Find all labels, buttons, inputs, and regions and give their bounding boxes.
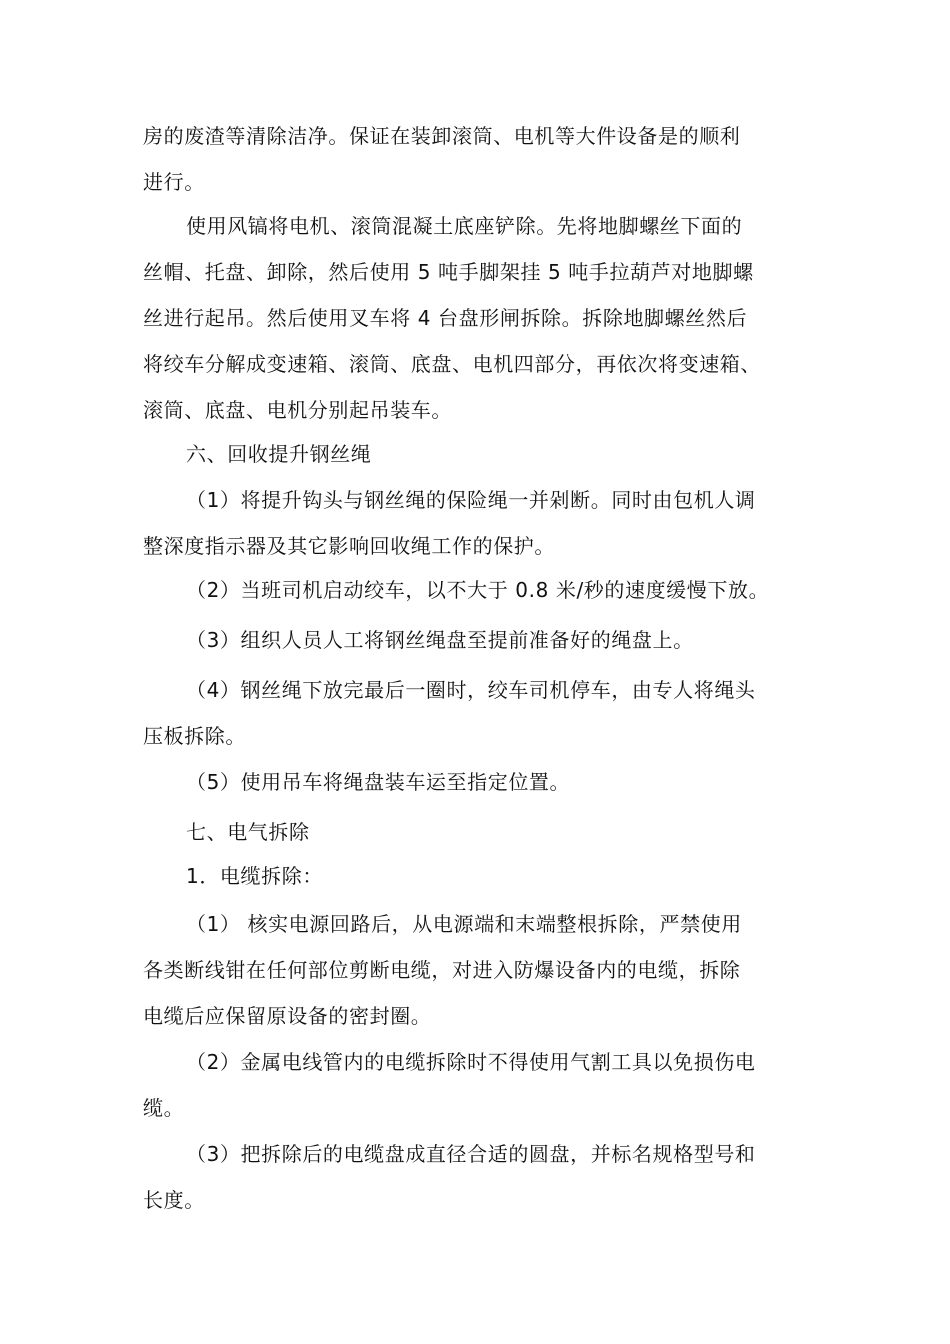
text-line: 电缆后应保留原设备的密封圈。	[143, 1004, 432, 1028]
text-line: （2）当班司机启动绞车，以不大于 0.8 米/秒的速度缓慢下放。	[186, 578, 770, 602]
text-line: 丝帽、托盘、卸除，然后使用 5 吨手脚架挂 5 吨手拉葫芦对地脚螺	[143, 260, 754, 284]
text-line: 房的废渣等清除洁净。保证在装卸滚筒、电机等大件设备是的顺利	[143, 124, 741, 148]
text-line: （5）使用吊车将绳盘装车运至指定位置。	[186, 770, 571, 794]
text-line: 进行。	[143, 170, 205, 194]
section-heading: 六、回收提升钢丝绳	[186, 442, 372, 466]
text-line: 滚筒、底盘、电机分别起吊装车。	[143, 398, 452, 422]
text-line: （2）金属电线管内的电缆拆除时不得使用气割工具以免损伤电	[186, 1050, 756, 1074]
text-line: （3）组织人员人工将钢丝绳盘至提前准备好的绳盘上。	[186, 628, 694, 652]
text-line: 使用风镐将电机、滚筒混凝土底座铲除。先将地脚螺丝下面的	[186, 214, 743, 238]
text-line: （1） 核实电源回路后，从电源端和末端整根拆除，严禁使用	[186, 912, 742, 936]
text-line: （1）将提升钩头与钢丝绳的保险绳一并剁断。同时由包机人调	[186, 488, 756, 512]
subsection-heading: 1．电缆拆除：	[186, 864, 323, 888]
text-line: 丝进行起吊。然后使用叉车将 4 台盘形闸拆除。拆除地脚螺丝然后	[143, 306, 748, 330]
text-line: （4）钢丝绳下放完最后一圈时，绞车司机停车，由专人将绳头	[186, 678, 756, 702]
text-line: 各类断线钳在任何部位剪断电缆，对进入防爆设备内的电缆，拆除	[143, 958, 741, 982]
text-line: 将绞车分解成变速箱、滚筒、底盘、电机四部分，再依次将变速箱、	[143, 352, 761, 376]
section-heading: 七、电气拆除	[186, 820, 310, 844]
text-line: 整深度指示器及其它影响回收绳工作的保护。	[143, 534, 555, 558]
text-line: 长度。	[143, 1188, 205, 1212]
text-line: （3）把拆除后的电缆盘成直径合适的圆盘，并标名规格型号和	[186, 1142, 756, 1166]
text-line: 缆。	[143, 1096, 185, 1120]
text-line: 压板拆除。	[143, 724, 246, 748]
